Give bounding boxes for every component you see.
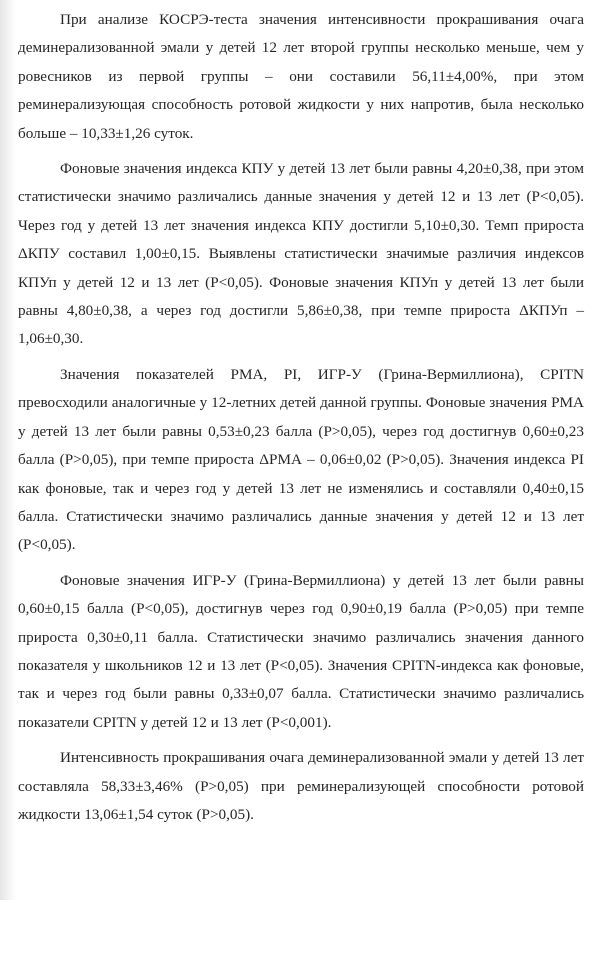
paragraph-enamel-staining: Интенсивность прокрашивания очага деминерализованной эмали у детей 13 лет составляла 58,33±3,46% (P>0,05) при реминерализующей способности ротовой жидкости 13,06±1,54 суток (P>0,05). <box>18 749 584 823</box>
scan-edge-shadow <box>0 0 16 900</box>
paragraph-kpu-index: Фоновые значения индекса КПУ у детей 13 лет были равны 4,20±0,38, при этом статистически значимо различались данные значения у детей 12 и 13 лет (P<0,05). Через год у детей 13 лет значения индекса КПУ достигли 5,10±0,30. Темп прироста ΔКПУ составил 1,00±0,15. Выявлены статистически значимые различия индексов КПУп у детей 12 и 13 лет (P<0,05). Фоновые значения КПУп у детей 13 лет были равны 4,80±0,38, а через год достигли 5,86±0,38, при темпе прироста ΔКПУп – 1,06±0,30. <box>18 160 584 348</box>
paragraph-pma-pi-indices: Значения показателей РМА, PI, ИГР-У (Грина-Вермиллиона), CPITN превосходили аналогичные у 12-летних детей данной группы. Фоновые значения РМА у детей 13 лет были равны 0,53±0,23 балла (P>0,05), через год достигнув 0,60±0,23 балла (P>0,05), при темпе прироста ΔРМА – 0,06±0,02 (P>0,05). Значения индекса PI как фоновые, так и через год у детей 13 лет не изменялись и составляли 0,40±0,15 балла. Статистически значимо различались данные значения у детей 12 и 13 лет (P<0,05). <box>18 365 584 554</box>
paragraph-kosre-test: При анализе КОСРЭ-теста значения интенсивности прокрашивания очага деминерализованной эмали у детей 12 лет второй группы несколько меньше, чем у ровесников из первой группы – они составили 56,11±4,00%, при этом реминерализующая способность ротовой жидкости у них напротив, была несколько больше – 10,33±1,26 суток. <box>18 11 584 142</box>
document-body <box>18 6 584 836</box>
paragraph-hygiene-cpitn: Фоновые значения ИГР-У (Грина-Вермиллиона) у детей 13 лет были равны 0,60±0,15 балла (P<0,05), достигнув через год 0,90±0,19 балла (P>0,05) при темпе прироста 0,30±0,11 балла. Статистически значимо различались значения данного показателя у школьников 12 и 13 лет (P<0,05). Значения CPITN-индекса как фоновые, так и через год были равны 0,33±0,07 балла. Статистически значимо различались показатели CPITN у детей 12 и 13 лет (P<0,001). <box>18 571 584 731</box>
